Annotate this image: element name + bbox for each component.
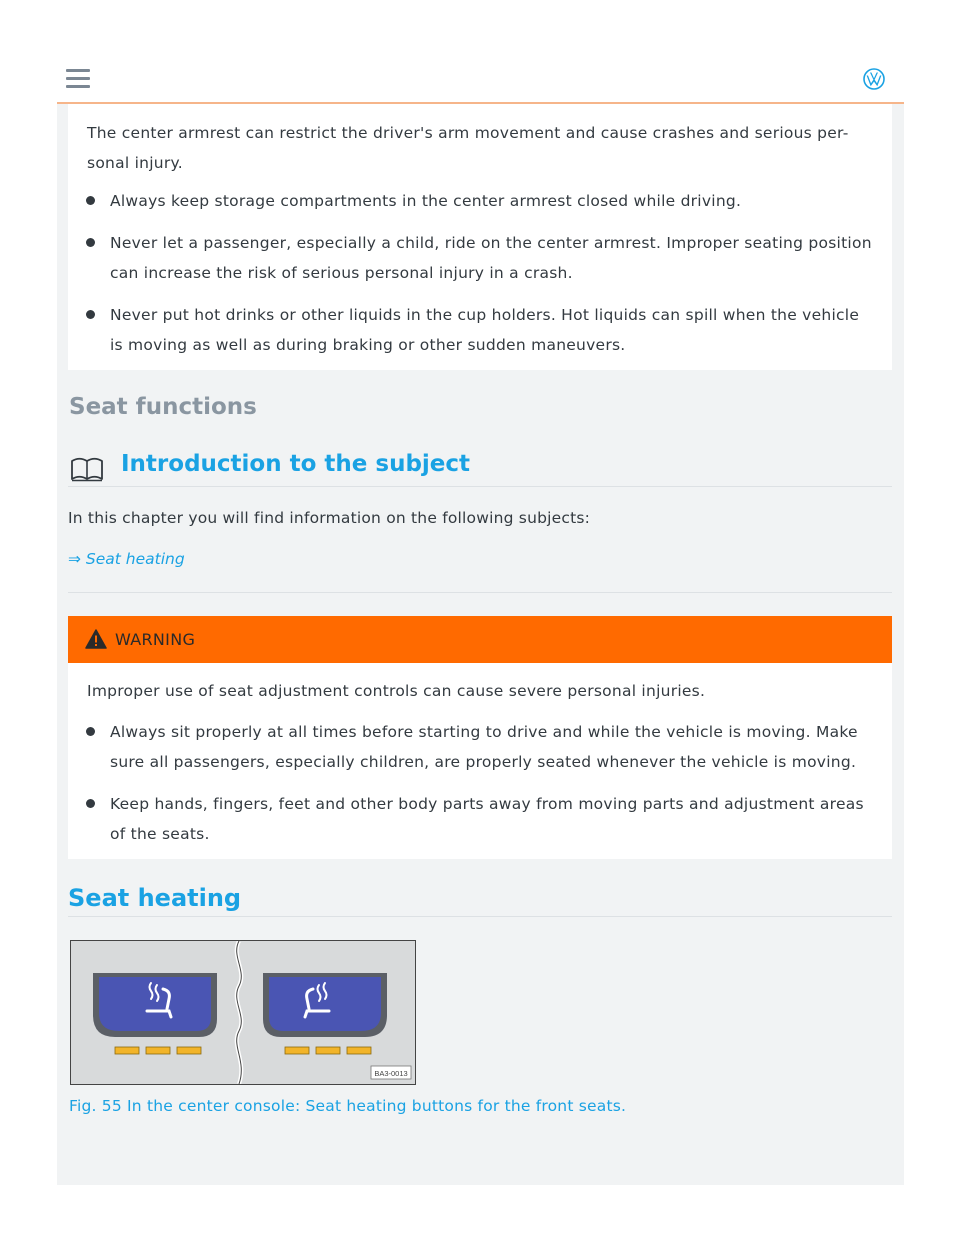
seat-bullet-1 <box>110 717 872 777</box>
seat-bullet-1-line1: Always sit properly at all times before starting to drive and while the vehicle is moving. Make <box>110 723 858 741</box>
bullet-dot <box>86 727 95 736</box>
seat-bullet-2-line2: of the seats. <box>110 825 210 843</box>
armrest-bullet-2-line2: can increase the risk of serious personal injury in a crash. <box>110 264 573 282</box>
left-seat-heat-button <box>99 977 211 1031</box>
seat-heating-title: Seat heating <box>68 884 242 912</box>
seat-warning-box <box>68 663 892 859</box>
bullet-dot <box>86 238 95 247</box>
armrest-warning-box <box>68 104 892 370</box>
armrest-bullet-3-line1: Never put hot drinks or other liquids in the cup holders. Hot liquids can spill when the vehicle <box>110 306 860 324</box>
figure-caption: Fig. 55 In the center console: Seat heating buttons for the front seats. <box>69 1097 627 1115</box>
seat-bullet-2-line1: Keep hands, fingers, feet and other body parts away from moving parts and adjustment areas <box>110 795 864 813</box>
warning-triangle-icon <box>85 629 107 649</box>
bullet-dot <box>86 196 95 205</box>
figure-code: BA3-0013 <box>374 1069 408 1078</box>
warning-label: WARNING <box>115 630 196 649</box>
vw-logo-icon[interactable] <box>863 68 885 90</box>
seat-warning-intro: Improper use of seat adjustment controls can cause severe personal injuries. <box>87 682 706 700</box>
armrest-warning-intro-line2: sonal injury. <box>87 154 183 172</box>
armrest-warning-intro-line1: The center armrest can restrict the driver's arm movement and cause crashes and serious per- <box>87 124 849 142</box>
right-seat-heat-button <box>269 977 381 1031</box>
bullet-dot <box>86 310 95 319</box>
armrest-bullet-3 <box>110 300 872 360</box>
divider <box>68 592 892 593</box>
seat-bullet-2 <box>110 789 872 849</box>
book-icon <box>70 455 104 483</box>
armrest-warning-intro <box>87 118 872 178</box>
intro-subject-title: Introduction to the subject <box>121 451 471 477</box>
divider <box>68 916 892 917</box>
top-bar <box>57 0 904 104</box>
seat-heating-link[interactable]: ⇒ Seat heating <box>68 550 185 568</box>
armrest-bullet-3-line2: is moving as well as during braking or other sudden maneuvers. <box>110 336 626 354</box>
section-title: Seat functions <box>69 394 257 420</box>
intro-subject-text: In this chapter you will find information on the following subjects: <box>68 509 591 527</box>
armrest-bullet-2 <box>110 228 872 288</box>
seat-heating-figure <box>70 940 416 1085</box>
warning-header <box>68 616 892 663</box>
hamburger-menu-icon[interactable] <box>66 69 90 89</box>
seat-bullet-1-line2: sure all passengers, especially children, are properly seated whenever the vehicle is moving. <box>110 753 857 771</box>
bullet-dot <box>86 799 95 808</box>
seat-heating-illustration <box>71 941 415 1084</box>
armrest-bullet-1-text: Always keep storage compartments in the center armrest closed while driving. <box>110 192 742 210</box>
armrest-bullet-1 <box>110 186 872 216</box>
armrest-bullet-2-line1: Never let a passenger, especially a child, ride on the center armrest. Improper seating position <box>110 234 872 252</box>
divider <box>68 486 892 487</box>
